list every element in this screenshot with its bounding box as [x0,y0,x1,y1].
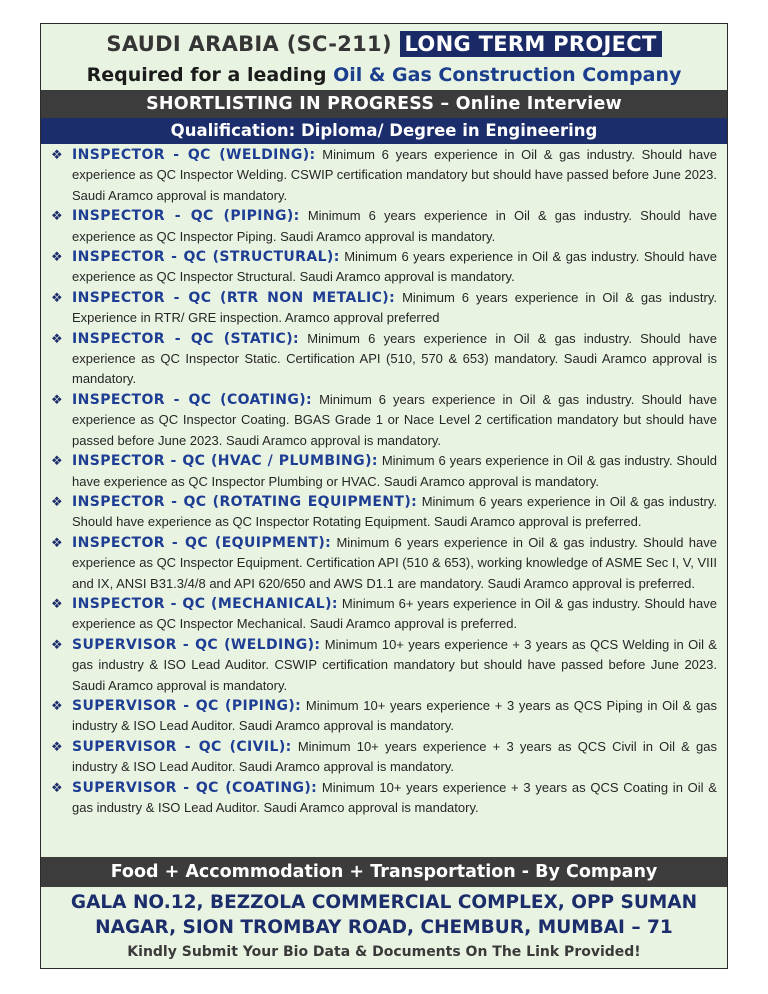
subtitle-prefix: Required for a leading [86,64,327,86]
job-item [49,737,717,778]
job-description: Minimum 6 years experience in Oil & gas industry. Should have experience as QC Inspector Structural. Saudi Aramco approval is mandatory. [72,249,717,285]
diamond-bullet-icon: ❖ [51,147,63,162]
job-item [49,594,717,635]
diamond-bullet-icon: ❖ [51,636,63,652]
job-description: Minimum 10+ years experience + 3 years as QCS Welding in Oil & gas industry & ISO Lead Auditor. CSWIP certification mandatory but should have passed before June 2023. Saudi Aramco approval is mandatory. [72,636,717,693]
diamond-bullet-icon: ❖ [51,208,63,224]
job-description: Minimum 6 years experience in Oil & gas industry. Should have experience as QC Inspector Static. Certification API (510, 570 & 653) mandatory. Saudi Aramco approval is mandatory. [72,330,717,387]
job-title: INSPECTOR - QC (MECHANICAL): [72,595,338,612]
diamond-bullet-icon: ❖ [51,738,63,754]
job-title: INSPECTOR - QC (STRUCTURAL): [72,249,340,266]
job-title: SUPERVISOR - QC (WELDING): [72,636,321,653]
benefits-banner: Food + Accommodation + Transportation - By Company [41,857,727,887]
job-item [49,696,717,737]
job-poster [40,23,728,969]
diamond-bullet-icon: ❖ [51,391,63,407]
job-title: INSPECTOR - QC (WELDING): [72,147,316,163]
job-title: INSPECTOR - QC (ROTATING EQUIPMENT): [72,493,418,510]
address-line-1: GALA NO.12, BEZZOLA COMMERCIAL COMPLEX, OPP SUMAN [70,892,698,913]
qualification-banner: Qualification: Diploma/ Degree in Engineering [41,118,727,144]
job-description: Minimum 6+ years experience in Oil & gas industry. Should have experience as QC Inspector Mechanical. Saudi Aramco approval is preferred. [72,595,717,632]
job-description: Minimum 10+ years experience + 3 years as QCS Piping in Oil & gas industry & ISO Lead Auditor. Saudi Aramco approval is mandatory. [72,697,717,734]
job-item [49,492,717,533]
job-item [49,778,717,819]
subtitle-company: Oil & Gas Construction Company [333,64,682,86]
diamond-bullet-icon: ❖ [51,779,63,795]
job-description: Minimum 6 years experience in Oil & gas industry. Should have experience as QC Inspector Rotating Equipment. Saudi Aramco approval is preferred. [72,493,717,530]
office-address [41,890,727,940]
job-title: INSPECTOR - QC (RTR NON METALIC): [72,289,396,306]
diamond-bullet-icon: ❖ [51,289,63,305]
job-item [49,288,717,329]
job-description: Minimum 10+ years experience + 3 years as QCS Coating in Oil & gas industry & ISO Lead Auditor. Saudi Aramco approval is mandatory. [72,779,717,815]
address-line-2: NAGAR, SION TROMBAY ROAD, CHEMBUR, MUMBAI – 71 [95,917,673,938]
job-item [49,206,717,247]
job-item [49,247,717,288]
job-description: Minimum 6 years experience in Oil & gas industry. Should have experience as QC Inspector Welding. CSWIP certification mandatory but should have passed before June 2023. Saudi Aramco approval is mandatory. [72,147,717,203]
job-title: SUPERVISOR - QC (CIVIL): [72,738,292,755]
job-list [41,145,727,818]
diamond-bullet-icon: ❖ [51,595,63,611]
diamond-bullet-icon: ❖ [51,697,63,713]
job-description: Minimum 6 years experience in Oil & gas industry. Should have experience as QC Inspector Plumbing or HVAC. Saudi Aramco approval is mandatory. [72,453,717,489]
poster-title [41,28,727,60]
job-item [49,145,717,206]
job-description: Minimum 6 years experience in Oil & gas industry. Should have experience as QC Inspector Piping. Saudi Aramco approval is mandatory. [72,208,717,244]
job-title: SUPERVISOR - QC (COATING): [72,779,318,796]
job-title: INSPECTOR - QC (STATIC): [72,330,300,347]
job-item [49,390,717,451]
status-banner: SHORTLISTING IN PROGRESS – Online Interview [41,90,727,118]
job-item [49,635,717,696]
title-country: SAUDI ARABIA (SC-211) [106,32,392,56]
title-highlight: LONG TERM PROJECT [400,31,662,57]
job-item [49,451,717,492]
diamond-bullet-icon: ❖ [51,453,63,469]
job-item [49,329,717,390]
submit-note: Kindly Submit Your Bio Data & Documents On The Link Provided! [127,944,641,960]
diamond-bullet-icon: ❖ [51,249,63,265]
job-description: Minimum 6 years experience in Oil & gas industry. Experience in RTR/ GRE inspection. Aramco approval preferred [72,289,717,326]
job-title: INSPECTOR - QC (PIPING): [72,208,300,225]
job-title: SUPERVISOR - QC (PIPING): [72,697,302,714]
job-title: INSPECTOR - QC (HVAC / PLUMBING): [72,453,378,470]
job-title: INSPECTOR - QC (EQUIPMENT): [72,534,332,551]
diamond-bullet-icon: ❖ [51,493,63,509]
job-item [49,533,717,594]
job-description: Minimum 10+ years experience + 3 years as QCS Civil in Oil & gas industry & ISO Lead Auditor. Saudi Aramco approval is mandatory. [72,738,717,775]
poster-subtitle [41,60,727,90]
job-title: INSPECTOR - QC (COATING): [72,391,313,408]
job-description: Minimum 6 years experience in Oil & gas industry. Should have experience as QC Inspector Equipment. Certification API (510 & 653), working knowledge of ASME Sec I, V, VIII and IX, ANSI B31.3/4/8 and API 620/650 and AWS D1.1 are mandatory. Saudi Aramco approval is preferred. [72,534,717,591]
diamond-bullet-icon: ❖ [51,330,63,346]
job-description: Minimum 6 years experience in Oil & gas industry. Should have experience as QC Inspector Coating. BGAS Grade 1 or Nace Level 2 certification mandatory but should have passed before June 2023. Saudi Aramco approval is mandatory. [72,391,717,448]
diamond-bullet-icon: ❖ [51,534,63,550]
